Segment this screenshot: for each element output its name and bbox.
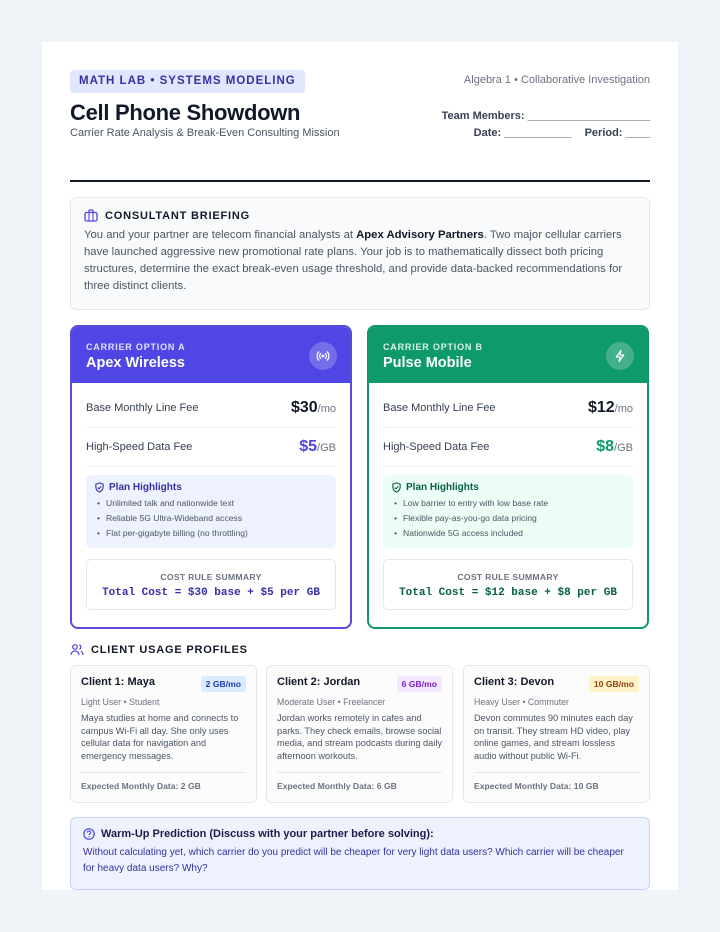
briefing-text: [84, 227, 636, 295]
carrier-name: Apex Wireless: [86, 355, 186, 371]
base-fee-value: [588, 399, 633, 417]
expected-data: Expected Monthly Data: 2 GB: [81, 772, 246, 791]
plan-highlights-title: Plan Highlights: [406, 482, 479, 493]
cost-rule-label: COST RULE SUMMARY: [457, 572, 559, 582]
highlight-item: • Unlimited talk and nationwide text: [94, 496, 328, 511]
briefing-heading: CONSULTANT BRIEFING: [105, 209, 250, 222]
warmup-text: Without calculating yet, which carrier do you predict will be cheaper for very light data users? Which carrier will be cheaper for heavy data users? Why?: [83, 847, 624, 874]
cost-rule-formula: Total Cost = $30 base + $5 per GB: [102, 587, 320, 599]
data-fee-label: High-Speed Data Fee: [86, 441, 193, 453]
shield-check-icon: [391, 482, 402, 493]
date-field[interactable]: Date: ___________: [473, 127, 572, 139]
base-fee-label: Base Monthly Line Fee: [86, 402, 199, 414]
highlights-list: [94, 496, 328, 541]
highlight-item: • Low barrier to entry with low base rate: [391, 496, 625, 511]
question-circle-icon: [83, 828, 95, 840]
carrier-card-apex: [70, 325, 352, 629]
base-fee-unit: /mo: [614, 403, 633, 415]
plan-highlights-heading: [391, 482, 625, 493]
briefcase-icon: [84, 209, 98, 222]
cost-rule-formula: Total Cost = $12 base + $8 per GB: [399, 587, 617, 599]
base-fee-amount: $30: [290, 399, 318, 416]
lightning-icon: [606, 342, 634, 370]
data-fee-unit: /GB: [317, 442, 336, 454]
expected-data: Expected Monthly Data: 10 GB: [474, 772, 639, 791]
course-label: Algebra 1 • Collaborative Investigation: [463, 74, 650, 86]
warmup-heading-row: [83, 828, 637, 840]
highlights-list: [391, 496, 625, 541]
client-role: Moderate User • Freelancer: [277, 697, 386, 707]
base-fee-row: [383, 389, 633, 428]
page-subtitle: Carrier Rate Analysis & Break-Even Consulting Mission: [70, 127, 340, 139]
highlight-item: • Flexible pay-as-you-go data pricing: [391, 511, 625, 526]
date-period-line: [474, 127, 650, 139]
carrier-card-header: [369, 327, 647, 383]
client-profiles-title: CLIENT USAGE PROFILES: [91, 643, 248, 656]
client-role: Light User • Student: [81, 697, 160, 707]
cost-rule-label: COST RULE SUMMARY: [160, 572, 262, 582]
period-field[interactable]: Period: ____: [584, 127, 650, 139]
data-fee-row: [86, 428, 336, 467]
warmup-prediction: [70, 817, 650, 890]
plan-highlights-title: Plan Highlights: [109, 482, 182, 493]
data-fee-row: [383, 428, 633, 467]
plan-highlights: [383, 475, 633, 548]
consultant-briefing: [70, 197, 650, 310]
client-description: Devon commutes 90 minutes each day on transit. They stream HD video, play online games, and stream lossless audio without public Wi-Fi.: [474, 713, 633, 761]
worksheet-page: [42, 42, 678, 890]
cost-rule-summary: [86, 559, 336, 610]
carrier-kicker: CARRIER OPTION A: [86, 342, 186, 352]
plan-highlights-heading: [94, 482, 328, 493]
client-name: Client 2: Jordan: [277, 676, 361, 688]
carrier-name: Pulse Mobile: [383, 355, 472, 371]
shield-check-icon: [94, 482, 105, 493]
broadcast-icon: [309, 342, 337, 370]
base-fee-value: [291, 399, 336, 417]
usage-badge: 6 GB/mo: [397, 676, 442, 692]
client-card-jordan: [266, 665, 453, 803]
data-fee-label: High-Speed Data Fee: [383, 441, 490, 453]
warmup-heading: Warm-Up Prediction (Discuss with your partner before solving):: [101, 828, 434, 840]
plan-highlights: [86, 475, 336, 548]
base-fee-amount: $12: [587, 399, 615, 416]
carrier-card-header: [72, 327, 350, 383]
worksheet-header: [70, 70, 650, 182]
base-fee-label: Base Monthly Line Fee: [383, 402, 496, 414]
briefing-text-part: . Two major cellular carriers have launched aggressive new promotional rate plans. Your job is to mathematically dissect both pricing structures, determine the exact break-even usage threshold, and provide data-backed recommendations for three distinct clients.: [84, 229, 623, 292]
data-fee-value: [299, 438, 336, 456]
cost-rule-summary: [383, 559, 633, 610]
client-card-maya: [70, 665, 257, 803]
data-fee-unit: /GB: [614, 442, 633, 454]
base-fee-unit: /mo: [317, 403, 336, 415]
client-description: Maya studies at home and connects to campus Wi-Fi all day. She only uses cellular data for navigation and emergency messages.: [81, 713, 239, 761]
client-role: Heavy User • Commuter: [474, 697, 569, 707]
highlight-item: • Flat per-gigabyte billing (no throttling): [94, 526, 328, 541]
client-name: Client 1: Maya: [81, 676, 155, 688]
data-fee-amount: $8: [596, 438, 615, 455]
briefing-company: Apex Advisory Partners: [356, 229, 484, 241]
data-fee-value: [596, 438, 633, 456]
carrier-kicker: CARRIER OPTION B: [383, 342, 483, 352]
team-members-field[interactable]: Team Members: ____________________: [441, 110, 650, 122]
briefing-text-part: You and your partner are telecom financial analysts at: [84, 229, 357, 241]
worksheet-content: [70, 70, 650, 874]
usage-badge: 2 GB/mo: [201, 676, 246, 692]
base-fee-row: [86, 389, 336, 428]
data-fee-amount: $5: [299, 438, 318, 455]
highlight-item: • Nationwide 5G access included: [391, 526, 625, 541]
highlight-item: • Reliable 5G Ultra-Wideband access: [94, 511, 328, 526]
briefing-heading-row: [84, 209, 636, 222]
client-description: Jordan works remotely in cafes and parks. They check emails, browse social media, and stream podcasts during daily afternoon workouts.: [277, 713, 442, 761]
usage-badge: 10 GB/mo: [589, 676, 639, 692]
client-name: Client 3: Devon: [474, 676, 555, 688]
client-card-devon: [463, 665, 650, 803]
course-badge: MATH LAB • SYSTEMS MODELING: [70, 70, 305, 93]
page-title: Cell Phone Showdown: [70, 100, 301, 125]
carrier-card-pulse: [367, 325, 649, 629]
users-icon: [70, 643, 84, 656]
client-profiles-heading: [70, 643, 248, 656]
expected-data: Expected Monthly Data: 6 GB: [277, 772, 442, 791]
